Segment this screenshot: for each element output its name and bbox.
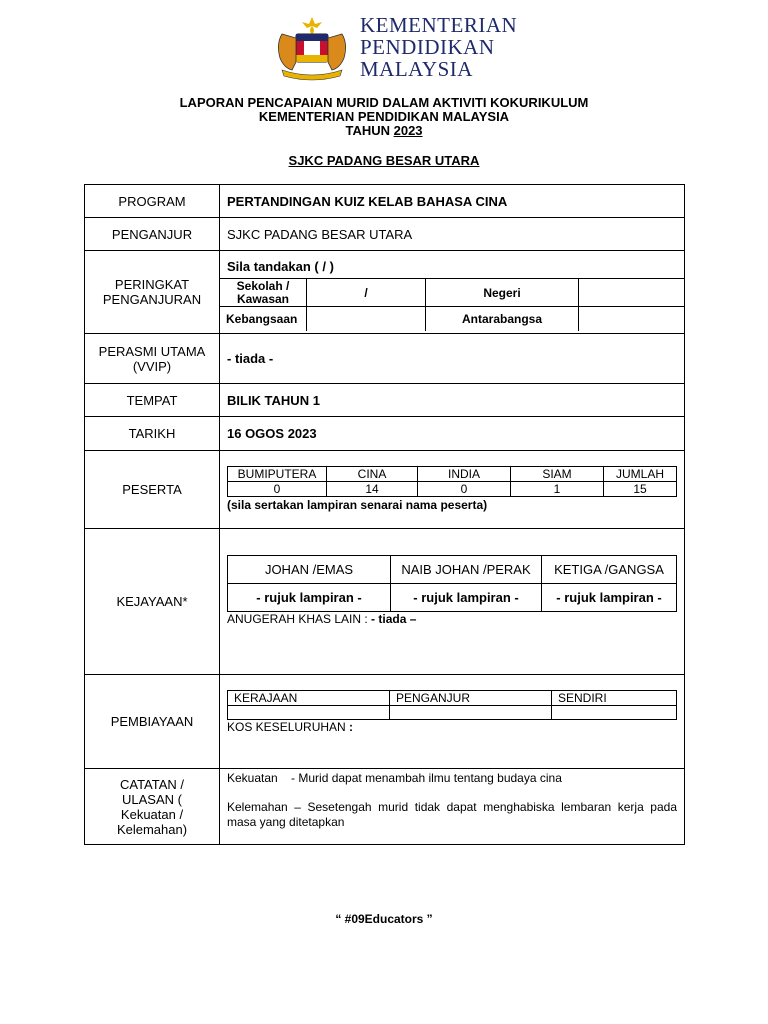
penganjur-label: PENGANJUR [85, 218, 220, 251]
kejayaan-cell [220, 529, 685, 675]
catatan-cell [220, 769, 685, 845]
peserta-value-row [228, 482, 677, 497]
peringkat-label: PERINGKAT PENGANJURAN [85, 251, 220, 334]
anugerah-khas [227, 612, 677, 657]
pembiayaan-value-row [228, 706, 677, 720]
kebangsaan-label: Kebangsaan [220, 307, 307, 331]
kos-keseluruhan [227, 720, 677, 757]
title-line-3 [0, 124, 768, 138]
row-penganjur [85, 218, 685, 251]
program-label: PROGRAM [85, 185, 220, 218]
peserta-value: 0 [418, 482, 511, 497]
negeri-mark [579, 279, 685, 307]
pembiayaan-header: SENDIRI [552, 691, 677, 706]
perasmi-value: - tiada - [220, 334, 685, 384]
pembiayaan-value [228, 706, 390, 720]
ministry-line-1: KEMENTERIAN [360, 13, 518, 37]
row-perasmi [85, 334, 685, 384]
kebangsaan-mark [307, 307, 426, 331]
pembiayaan-header: KERAJAAN [228, 691, 390, 706]
sekolah-kawasan-label: Sekolah / Kawasan [220, 279, 307, 307]
peserta-value: 14 [327, 482, 418, 497]
peserta-header: SIAM [511, 467, 604, 482]
antarabangsa-mark [579, 307, 685, 331]
row-peringkat [85, 251, 685, 334]
kejayaan-header-row [228, 555, 677, 583]
year-prefix: TAHUN [345, 123, 394, 138]
peserta-note: (sila sertakan lampiran senarai nama peserta) [227, 498, 488, 512]
malaysia-coat-of-arms-icon [272, 14, 352, 82]
kejayaan-label: KEJAYAAN* [85, 529, 220, 675]
sekolah-kawasan-mark: / [307, 279, 426, 307]
ministry-name [360, 14, 517, 80]
peringkat-options [220, 278, 684, 331]
catatan-label: CATATAN / ULASAN ( Kekuatan / Kelemahan) [85, 769, 220, 845]
kekuatan-text: Kekuatan - Murid dapat menambah ilmu tentang budaya cina [227, 771, 562, 785]
pembiayaan-header-row [228, 691, 677, 706]
row-catatan [85, 769, 685, 845]
kos-label: KOS KESELURUHAN [227, 720, 350, 734]
kelemahan-text: Kelemahan – Sesetengah murid tidak dapat menghabiska lembaran kerja pada masa yang ditetapkan [227, 800, 677, 829]
peserta-header: JUMLAH [604, 467, 677, 482]
kejayaan-value-row [228, 583, 677, 611]
tempat-label: TEMPAT [85, 384, 220, 417]
row-tempat [85, 384, 685, 417]
kejayaan-value: - rujuk lampiran - [542, 583, 677, 611]
title-line-1: LAPORAN PENCAPAIAN MURID DALAM AKTIVITI KOKURIKULUM [179, 95, 589, 110]
row-tarikh [85, 417, 685, 451]
perasmi-label: PERASMI UTAMA (VVIP) [85, 334, 220, 384]
peringkat-instruction: Sila tandakan ( / ) [227, 259, 334, 275]
row-pembiayaan [85, 675, 685, 769]
negeri-label: Negeri [426, 279, 579, 307]
kos-colon: : [349, 720, 354, 734]
peserta-value: 15 [604, 482, 677, 497]
peserta-value: 0 [228, 482, 327, 497]
ministry-line-2: PENDIDIKAN [360, 35, 495, 59]
peserta-value: 1 [511, 482, 604, 497]
report-table [84, 184, 685, 845]
year-value: 2023 [393, 123, 423, 138]
kejayaan-header: KETIGA /GANGSA [542, 555, 677, 583]
peserta-header: CINA [327, 467, 418, 482]
pembiayaan-header: PENGANJUR [390, 691, 552, 706]
penganjur-value: SJKC PADANG BESAR UTARA [220, 218, 685, 251]
tempat-value: BILIK TAHUN 1 [220, 384, 685, 417]
report-title [0, 96, 768, 138]
peserta-label: PESERTA [85, 451, 220, 529]
row-program [85, 185, 685, 218]
ministry-line-3: MALAYSIA [360, 57, 473, 81]
pembiayaan-value [552, 706, 677, 720]
kejayaan-header: NAIB JOHAN /PERAK [391, 555, 542, 583]
peserta-cell [220, 451, 685, 529]
kejayaan-value: - rujuk lampiran - [228, 583, 391, 611]
row-peserta [85, 451, 685, 529]
peringkat-cell [220, 251, 685, 334]
peserta-table [227, 466, 677, 497]
pembiayaan-table [227, 690, 677, 720]
school-name: SJKC PADANG BESAR UTARA [288, 153, 480, 168]
kejayaan-value: - rujuk lampiran - [391, 583, 542, 611]
tarikh-value: 16 OGOS 2023 [220, 417, 685, 451]
pembiayaan-value [390, 706, 552, 720]
peserta-header: INDIA [418, 467, 511, 482]
pembiayaan-cell [220, 675, 685, 769]
antarabangsa-label: Antarabangsa [426, 307, 579, 331]
program-value: PERTANDINGAN KUIZ KELAB BAHASA CINA [220, 185, 685, 218]
peserta-header: BUMIPUTERA [228, 467, 327, 482]
anugerah-value: - tiada – [371, 611, 417, 626]
anugerah-label: ANUGERAH KHAS LAIN : [227, 611, 372, 626]
kejayaan-header: JOHAN /EMAS [228, 555, 391, 583]
pembiayaan-label: PEMBIAYAAN [85, 675, 220, 769]
row-kejayaan [85, 529, 685, 675]
footer-hashtag: “ #09Educators ” [335, 912, 433, 926]
title-line-2: KEMENTERIAN PENDIDIKAN MALAYSIA [258, 109, 510, 124]
peserta-header-row [228, 467, 677, 482]
kejayaan-table [227, 555, 677, 612]
tarikh-label: TARIKH [85, 417, 220, 451]
